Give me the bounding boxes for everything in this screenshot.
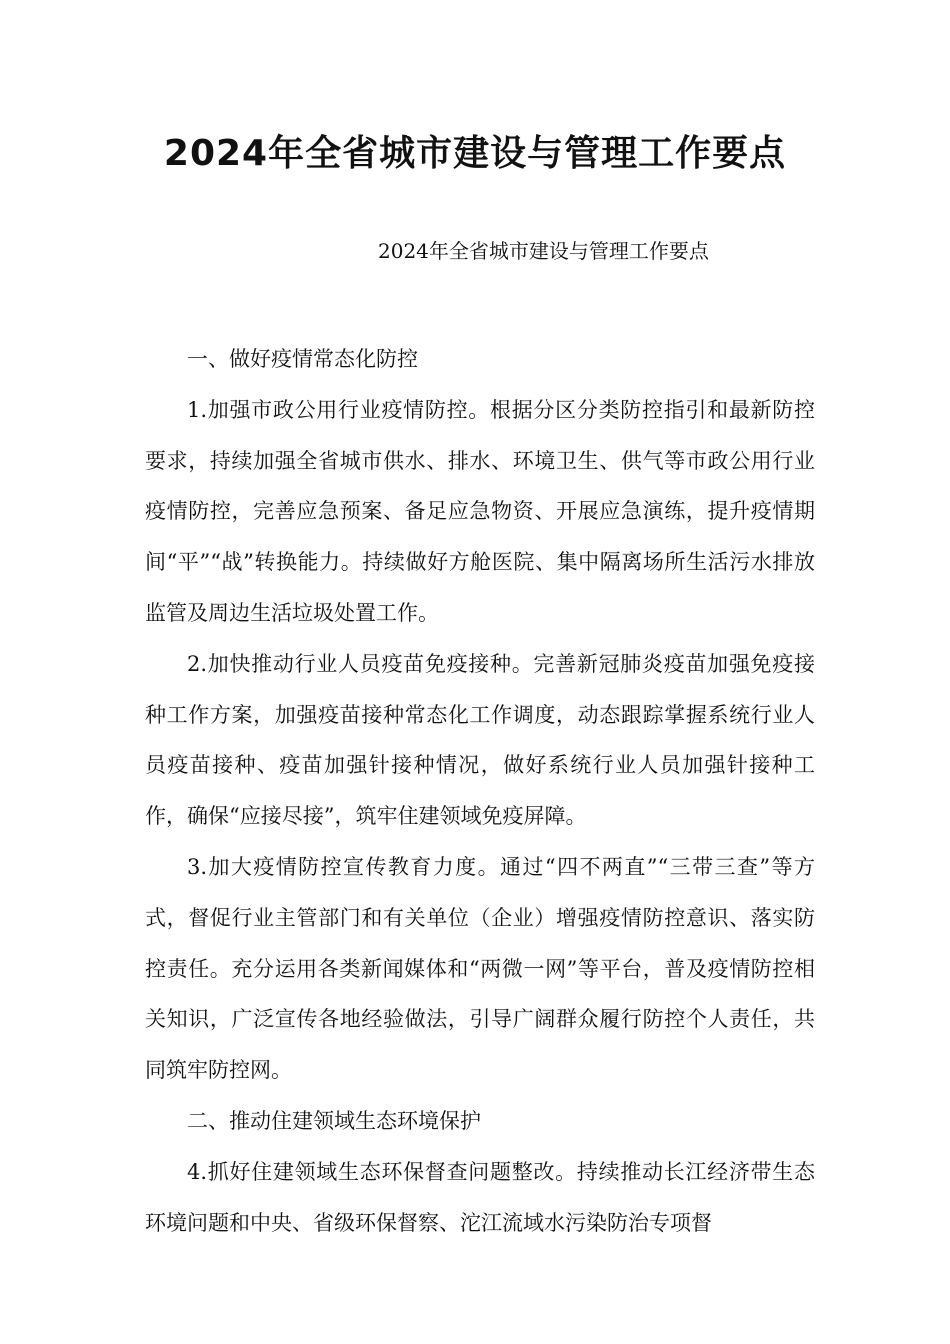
paragraph-item-1: 1.加强市政公用行业疫情防控。根据分区分类防控指引和最新防控要求，持续加强全省城市供水、排水、环境卫生、供气等市政公用行业疫情防控，完善应急预案、备足应急物资、开展应急演练，提升疫情期间“平”“战”转换能力。持续做好方舱医院、集中隔离场所生活污水排放监管及周边生活垃圾处置工作。 [145, 397, 815, 625]
document-subtitle: 2024年全省城市建设与管理工作要点 [378, 239, 709, 263]
paragraph-item-4: 4.抓好住建领域生态环保督查问题整改。持续推动长江经济带生态环境问题和中央、省级环保督察、沱江流域水污染防治专项督 [145, 1159, 815, 1235]
section-heading-1: 一、做好疫情常态化防控 [187, 347, 418, 371]
document-body [145, 334, 815, 1248]
section-heading-2: 二、推动住建领域生态环境保护 [187, 1108, 481, 1133]
paragraph-item-3: 3.加大疫情防控宣传教育力度。通过“四不两直”“三带三查”等方式，督促行业主管部门和有关单位（企业）增强疫情防控意识、落实防控责任。充分运用各类新闻媒体和“两微一网”等平台，普及疫情防控相关知识，广泛宣传各地经验做法，引导广阔群众履行防控个人责任，共同筑牢防控网。 [145, 854, 815, 1083]
paragraph-item-2: 2.加快推动行业人员疫苗免疫接种。完善新冠肺炎疫苗加强免疫接种工作方案，加强疫苗接种常态化工作调度，动态跟踪掌握系统行业人员疫苗接种、疫苗加强针接种情况，做好系统行业人员加强针接种工作，确保“应接尽接”，筑牢住建领域免疫屏障。 [145, 651, 815, 829]
document-title: 2024年全省城市建设与管理工作要点 [163, 133, 787, 174]
